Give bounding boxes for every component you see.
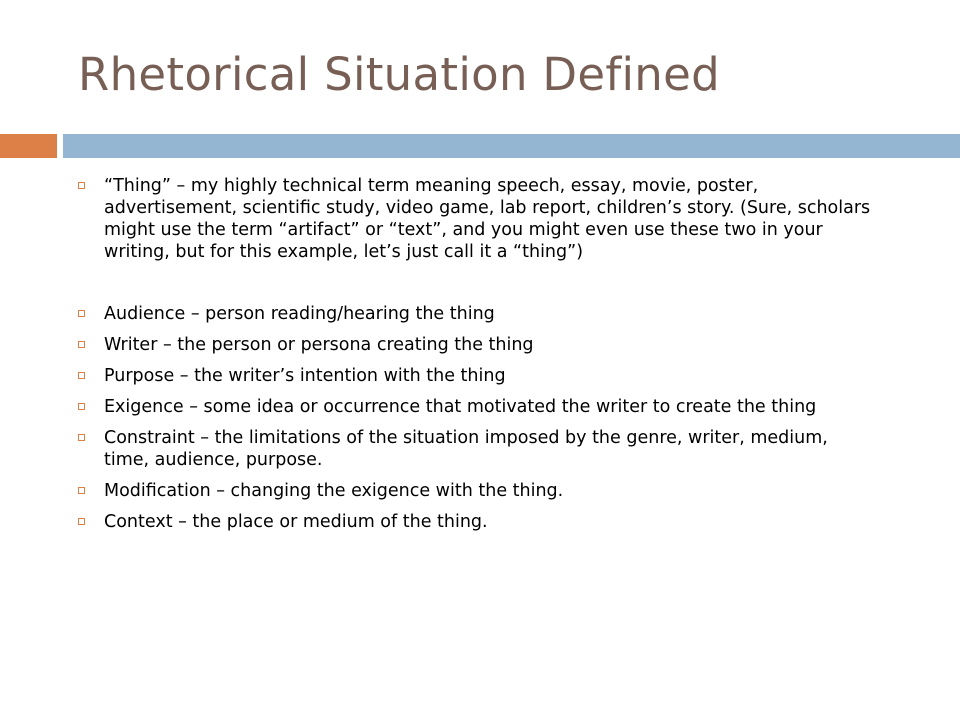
bullet-item-writer: [76, 334, 876, 356]
square-bullet-icon: [78, 182, 85, 189]
slide-title: Rhetorical Situation Defined: [78, 48, 720, 101]
bullet-text: Context – the place or medium of the thing.: [104, 512, 488, 532]
title-accent-bar: [0, 134, 57, 158]
square-bullet-icon: [78, 434, 85, 441]
square-bullet-icon: [78, 310, 85, 317]
square-bullet-icon: [78, 518, 85, 525]
bullet-text: Exigence – some idea or occurrence that motivated the writer to create the thing: [104, 397, 817, 417]
bullet-list: [76, 175, 876, 542]
square-bullet-icon: [78, 372, 85, 379]
bullet-item-context: [76, 511, 876, 533]
bullet-text: Writer – the person or persona creating the thing: [104, 335, 534, 355]
bullet-item-constraint: [76, 427, 876, 471]
bullet-text: Audience – person reading/hearing the thing: [104, 304, 495, 324]
square-bullet-icon: [78, 341, 85, 348]
bullet-text: Purpose – the writer’s intention with the thing: [104, 366, 506, 386]
square-bullet-icon: [78, 403, 85, 410]
bullet-text: Modification – changing the exigence with the thing.: [104, 481, 564, 501]
bullet-item-audience: [76, 303, 876, 325]
bullet-item-thing: [76, 175, 876, 263]
bullet-item-purpose: [76, 365, 876, 387]
bullet-item-exigence: [76, 396, 876, 418]
bullet-text: Constraint – the limitations of the situation imposed by the genre, writer, medium, time, audience, purpose.: [104, 428, 828, 470]
title-divider-bar: [63, 134, 960, 158]
bullet-text: “Thing” – my highly technical term meaning speech, essay, movie, poster, advertisement, scientific study, video game, lab report, children’s story. (Sure, scholars might use the term “artifact” or “text”, and you might even use these two in your writing, but for this example, let’s just call it a “thing”): [104, 176, 871, 262]
bullet-item-modification: [76, 480, 876, 502]
square-bullet-icon: [78, 487, 85, 494]
